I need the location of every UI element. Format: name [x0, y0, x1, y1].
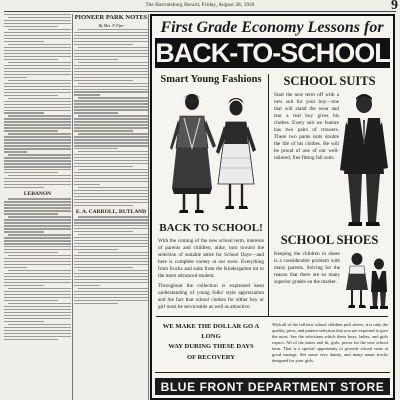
page-number: 9 — [391, 0, 398, 13]
left-text-column — [4, 14, 71, 400]
ad-divider — [268, 74, 269, 316]
store-name: BLUE FRONT DEPARTMENT STORE — [155, 378, 390, 395]
save-slogan — [156, 322, 266, 363]
column-heading: PIONEER PARK NOTES — [74, 14, 148, 21]
column-rule — [148, 14, 149, 400]
girls-fashion-illustration — [158, 88, 264, 220]
fashions-heading: Smart Young Fashions — [160, 74, 262, 85]
shoes-heading: SCHOOL SHOES — [280, 233, 379, 247]
slogan-line: WAY DURING THESE DAYS — [168, 343, 254, 351]
shoes-copy: Keeping the children in shoes is a considerable problem with many parents. Solving for the reason that there are so many superior grades on the market. — [274, 251, 340, 286]
boy-suit-illustration — [338, 92, 390, 228]
children-shoes-illustration — [342, 250, 392, 314]
back-to-school-advertisement — [150, 14, 395, 400]
bottom-note: With all of the fall new school children pick above, it is only the quality, price, and pattern selection that you are expected to give the most. See the selections which these boys, ladies, and girls expect. All of the tastes and fit, girls, prices for the new school term. That is a special opportunity to provide school wear at good savings. See some very dainty, and many smart frocks designed for your girls. — [272, 322, 388, 364]
section-heading: LEBANON — [23, 191, 52, 198]
text-block — [74, 216, 148, 304]
text-block — [74, 29, 148, 206]
ad-headline: BACK-TO-SCHOOL — [155, 38, 390, 68]
copy-paragraph: Throughout the collection is expressed keen understanding of young folks' style appreciation and the fact that school clothes for either boy or girl must be serviceable as well as attractive. — [158, 283, 264, 311]
suits-copy: Start the new term off with a new suit for your boy—one that will stand the wear and tear a real boy gives his clothes. Every suit we feature has two pairs of trousers. These two pants suits double the life of his clothes. He will be proud of one of our well-tailored, fine fitting fall suits. — [274, 92, 339, 162]
ad-tagline: First Grade Economy Lessons for — [160, 19, 384, 36]
middle-text-column — [74, 14, 148, 400]
column-rule — [72, 14, 73, 400]
section-heading: E. A. CARROLL, RUTLAND — [75, 209, 147, 216]
slogan-line: OF RECOVERY — [186, 353, 236, 361]
back-to-school-heading: BACK TO SCHOOL! — [159, 222, 263, 234]
ad-divider — [156, 316, 388, 317]
back-to-school-copy — [158, 238, 264, 314]
running-head: The Harrodsburg Herald, Friday, August 28, 1936 — [145, 3, 255, 8]
copy-paragraph: With the coming of the new school term, interests of parents and children, alike, turn toward the selection of suitable attire for School Days—and here is complete variety at our store. Everything from frocks and suits from the Kindergarten tot to the more advanced student. — [158, 238, 264, 280]
top-rule — [4, 11, 396, 12]
suits-heading: SCHOOL SUITS — [283, 74, 376, 88]
store-rule — [155, 372, 390, 373]
byline: By Mrs. P. Pipe — [98, 22, 124, 28]
text-block — [4, 14, 71, 188]
text-block — [4, 198, 71, 340]
slogan-line: WE MAKE THE DOLLAR GO A LONG — [162, 323, 260, 341]
